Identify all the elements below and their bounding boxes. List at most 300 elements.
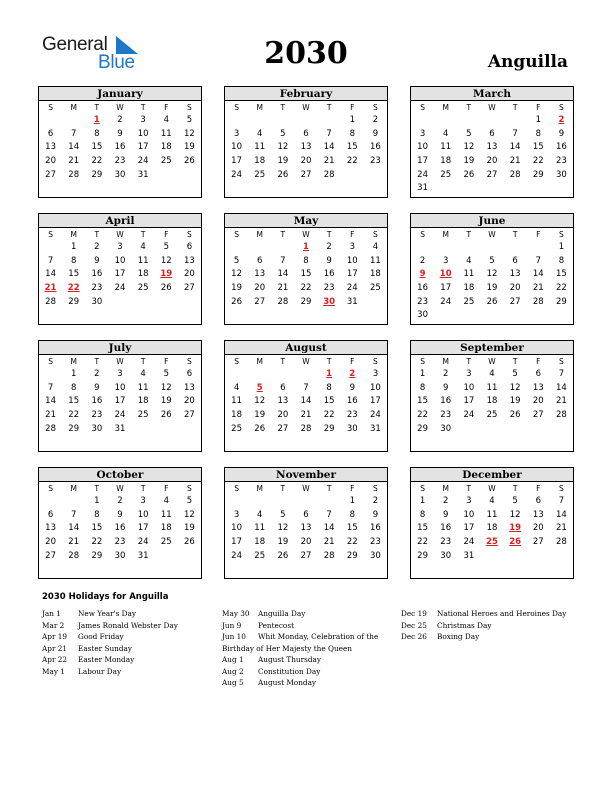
day: 27	[486, 169, 498, 180]
day: 3	[466, 496, 472, 506]
holiday-entry	[222, 608, 378, 620]
day: 15	[417, 523, 428, 534]
empty-day	[318, 114, 341, 128]
weekday-label: S	[420, 357, 425, 366]
weekday-header	[411, 228, 573, 241]
day: 10	[417, 142, 428, 153]
day: 11	[254, 523, 266, 534]
weekday-label: S	[187, 357, 192, 366]
weekday-label: W	[116, 230, 124, 239]
day: 30	[91, 296, 103, 307]
day: 28	[556, 410, 567, 421]
holiday-entry	[42, 631, 178, 643]
holidays-column	[401, 608, 566, 643]
day: 7	[558, 369, 565, 379]
weekday-label: T	[140, 357, 146, 366]
holiday-entry	[42, 643, 178, 655]
holiday-name-continued: Birthday of Her Majesty the Queen	[222, 643, 352, 653]
day: 21	[68, 156, 80, 167]
day: 1	[419, 496, 426, 506]
day: 27	[45, 550, 56, 561]
day: 26	[160, 283, 172, 294]
day: 4	[489, 369, 495, 379]
day: 14	[532, 269, 544, 280]
empty-day	[39, 114, 62, 128]
weekday-label: F	[536, 103, 541, 112]
empty-day	[480, 114, 503, 128]
holiday-entry	[222, 631, 378, 643]
day: 20	[509, 283, 521, 294]
day: 20	[277, 410, 289, 421]
month-title: June	[411, 214, 573, 228]
day: 31	[346, 296, 358, 307]
day: 18	[254, 156, 266, 167]
day: 23	[91, 410, 103, 421]
day: 10	[370, 382, 381, 393]
empty-day	[411, 114, 434, 128]
weekday-label: T	[140, 103, 146, 112]
day: 6	[512, 255, 518, 266]
weekday-label: S	[420, 103, 425, 112]
day: 22	[556, 283, 567, 294]
empty-day	[225, 368, 248, 382]
day: 16	[91, 269, 103, 280]
day: 21	[556, 396, 567, 407]
day: 9	[443, 382, 449, 393]
day: 16	[91, 396, 103, 407]
day: 15	[68, 396, 80, 407]
day: 22	[323, 410, 335, 421]
holiday-name: Christmas Day	[437, 620, 492, 630]
day: 27	[532, 537, 544, 548]
month-title: January	[39, 87, 201, 101]
weekday-label: M	[442, 103, 449, 112]
month-title: April	[39, 214, 201, 228]
day: 10	[231, 142, 242, 153]
day: 24	[114, 283, 126, 294]
day: 12	[160, 255, 172, 266]
empty-day	[271, 114, 294, 128]
day: 8	[71, 382, 77, 393]
day: 28	[277, 296, 289, 307]
weekday-label: T	[512, 484, 518, 493]
holiday-name: New Year's Day	[78, 609, 137, 618]
weekday-label: S	[234, 484, 239, 493]
day: 17	[463, 523, 475, 534]
day: 7	[47, 255, 54, 266]
day: 30	[114, 169, 126, 180]
day: 29	[300, 296, 312, 307]
day: 14	[323, 142, 335, 153]
day: 19	[463, 156, 475, 167]
day: 23	[91, 283, 103, 294]
weekday-label: T	[326, 230, 332, 239]
day: 27	[254, 296, 266, 307]
weekday-label: T	[280, 484, 286, 493]
weekday-label: S	[373, 484, 378, 493]
day: 12	[254, 396, 266, 407]
day: 17	[463, 396, 475, 407]
holidays-title: 2030 Holidays for Anguilla	[42, 592, 169, 602]
holiday-date: Dec 25	[401, 620, 427, 630]
day: 26	[463, 169, 475, 180]
weekday-label: T	[94, 484, 100, 493]
day: 25	[254, 169, 266, 180]
day: 15	[417, 396, 428, 407]
day: 28	[532, 296, 544, 307]
day: 6	[535, 369, 541, 379]
holiday-date: Aug 5	[222, 678, 244, 687]
day: 2	[326, 242, 332, 252]
day: 2	[117, 496, 123, 506]
day: 7	[326, 509, 332, 520]
day: 9	[349, 382, 355, 393]
day: 5	[489, 255, 495, 266]
day: 11	[463, 269, 475, 280]
empty-day	[248, 495, 271, 509]
logo-general-text: General	[42, 34, 108, 55]
day-grid	[39, 241, 201, 309]
day: 12	[486, 269, 498, 280]
day: 8	[303, 255, 309, 266]
day: 21	[509, 156, 521, 167]
month-april	[38, 213, 202, 325]
day: 18	[440, 156, 452, 167]
empty-day	[457, 241, 480, 255]
month-title: July	[39, 341, 201, 355]
holiday-entry	[401, 620, 566, 632]
empty-day	[39, 495, 62, 509]
empty-day	[225, 495, 248, 509]
day: 28	[68, 169, 80, 180]
day: 16	[440, 523, 452, 534]
day: 27	[45, 169, 56, 180]
weekday-header	[225, 228, 387, 241]
month-july	[38, 340, 202, 452]
day: 30	[417, 310, 428, 321]
day: 2	[419, 255, 426, 266]
day: 5	[512, 496, 518, 506]
day: 13	[486, 142, 498, 153]
empty-day	[480, 241, 503, 255]
weekday-label: T	[94, 230, 100, 239]
weekday-header	[39, 101, 201, 114]
day: 18	[137, 269, 149, 280]
day: 25	[463, 296, 475, 307]
day: 21	[68, 537, 80, 548]
day: 31	[137, 550, 149, 561]
day: 9	[117, 509, 123, 520]
empty-day	[318, 495, 341, 509]
holiday-name: Constitution Day	[258, 666, 321, 676]
month-september	[410, 340, 574, 452]
day: 21	[300, 410, 312, 421]
day: 19	[277, 156, 289, 167]
day: 12	[463, 142, 475, 153]
day: 22	[417, 410, 428, 421]
holiday-day: 25	[486, 537, 498, 548]
empty-day	[271, 368, 294, 382]
day: 14	[509, 142, 521, 153]
weekday-label: T	[466, 230, 472, 239]
empty-day	[294, 114, 317, 128]
day: 17	[346, 269, 358, 280]
day: 27	[300, 169, 312, 180]
day: 6	[303, 509, 309, 520]
day: 19	[231, 283, 242, 294]
day: 30	[370, 550, 381, 561]
day-grid	[411, 114, 573, 196]
day: 21	[45, 410, 56, 421]
day-grid	[225, 114, 387, 182]
weekday-label: S	[234, 230, 239, 239]
day-grid	[39, 114, 201, 182]
day: 24	[370, 410, 381, 421]
day: 19	[254, 410, 266, 421]
weekday-label: T	[326, 357, 332, 366]
day: 29	[68, 296, 80, 307]
weekday-label: M	[442, 230, 449, 239]
day: 16	[556, 142, 567, 153]
day: 23	[370, 156, 381, 167]
day: 14	[300, 396, 312, 407]
day: 31	[370, 423, 381, 434]
day: 5	[163, 369, 169, 379]
day: 24	[137, 537, 149, 548]
day: 4	[163, 115, 169, 125]
weekday-label: W	[302, 484, 310, 493]
day: 20	[254, 283, 266, 294]
weekday-label: F	[350, 357, 355, 366]
day: 21	[532, 283, 544, 294]
day: 4	[140, 369, 146, 379]
day: 5	[163, 242, 169, 252]
holiday-date: Apr 22	[42, 655, 68, 664]
holiday-entry	[222, 620, 378, 632]
weekday-label: F	[164, 230, 169, 239]
day: 29	[556, 296, 567, 307]
day: 18	[486, 396, 498, 407]
year-title: 2030	[264, 36, 348, 71]
day: 31	[137, 169, 149, 180]
day: 31	[114, 423, 126, 434]
day: 5	[186, 496, 193, 506]
day: 18	[370, 269, 381, 280]
day: 20	[45, 156, 56, 167]
weekday-label: T	[280, 230, 286, 239]
day: 7	[303, 382, 309, 393]
month-title: March	[411, 87, 573, 101]
day: 7	[47, 382, 54, 393]
weekday-label: T	[280, 103, 286, 112]
weekday-label: T	[466, 357, 472, 366]
day: 26	[231, 296, 242, 307]
day: 26	[184, 537, 195, 548]
day: 21	[556, 523, 567, 534]
day: 29	[68, 423, 80, 434]
day: 5	[280, 128, 286, 139]
day: 16	[440, 396, 452, 407]
day-grid	[225, 241, 387, 309]
day: 8	[558, 255, 565, 266]
day: 30	[346, 423, 358, 434]
month-december	[410, 467, 574, 579]
day-grid	[39, 495, 201, 563]
day: 10	[346, 255, 358, 266]
weekday-label: S	[559, 230, 564, 239]
day: 14	[556, 382, 567, 393]
day: 18	[160, 142, 172, 153]
holidays-column	[222, 608, 378, 689]
day: 7	[71, 509, 77, 520]
day: 28	[556, 537, 567, 548]
day: 25	[231, 423, 242, 434]
weekday-label: F	[164, 103, 169, 112]
day: 31	[417, 183, 428, 194]
holiday-date: Jun 9	[222, 620, 242, 630]
empty-day	[504, 114, 527, 128]
day: 27	[509, 296, 521, 307]
weekday-label: T	[466, 484, 472, 493]
empty-day	[504, 241, 527, 255]
day: 8	[349, 128, 355, 139]
day: 17	[137, 523, 149, 534]
day-grid	[411, 368, 573, 436]
day: 25	[137, 410, 149, 421]
day: 25	[440, 169, 452, 180]
day: 17	[137, 142, 149, 153]
empty-day	[434, 241, 457, 255]
day: 2	[443, 369, 449, 379]
day: 8	[535, 128, 541, 139]
day: 25	[137, 283, 149, 294]
weekday-header	[411, 482, 573, 495]
weekday-label: W	[302, 230, 310, 239]
holiday-date: May 30	[222, 609, 250, 618]
weekday-label: M	[70, 484, 77, 493]
day: 27	[277, 423, 289, 434]
day: 30	[114, 550, 126, 561]
day: 1	[419, 369, 426, 379]
day: 23	[370, 537, 381, 548]
weekday-label: T	[512, 103, 518, 112]
weekday-label: W	[488, 230, 496, 239]
holiday-name: National Heroes and Heroines Day	[437, 609, 567, 618]
day: 2	[94, 369, 100, 379]
day: 20	[45, 537, 56, 548]
weekday-label: S	[420, 484, 425, 493]
empty-day	[271, 241, 294, 255]
day: 5	[233, 255, 240, 266]
day: 30	[440, 550, 452, 561]
weekday-header	[411, 355, 573, 368]
day: 7	[535, 255, 541, 266]
day: 19	[184, 523, 195, 534]
day: 3	[443, 255, 449, 266]
day: 13	[532, 382, 544, 393]
day: 4	[466, 255, 472, 266]
holiday-date: Dec 26	[401, 632, 427, 641]
day: 23	[346, 410, 358, 421]
weekday-label: M	[256, 103, 263, 112]
day: 25	[160, 156, 172, 167]
day: 5	[466, 128, 472, 139]
day: 13	[277, 396, 289, 407]
day: 13	[532, 509, 544, 520]
day: 24	[346, 283, 358, 294]
day: 9	[94, 255, 100, 266]
month-title: September	[411, 341, 573, 355]
day: 24	[231, 550, 242, 561]
empty-day	[39, 368, 62, 382]
day: 28	[323, 550, 335, 561]
weekday-label: S	[234, 103, 239, 112]
day: 2	[117, 115, 123, 125]
month-october	[38, 467, 202, 579]
day: 22	[346, 156, 358, 167]
day: 31	[463, 550, 475, 561]
day: 3	[117, 242, 123, 252]
month-title: May	[225, 214, 387, 228]
holiday-day: 9	[419, 269, 426, 280]
day: 6	[257, 255, 263, 266]
day: 19	[277, 537, 289, 548]
day: 4	[257, 509, 263, 520]
day: 12	[160, 382, 172, 393]
weekday-label: S	[234, 357, 239, 366]
weekday-label: W	[116, 484, 124, 493]
weekday-label: M	[70, 103, 77, 112]
day: 20	[300, 156, 312, 167]
day: 14	[556, 509, 567, 520]
day: 26	[160, 410, 172, 421]
day: 29	[91, 550, 103, 561]
holiday-name: Whit Monday, Celebration of the	[258, 632, 379, 641]
weekday-header	[39, 228, 201, 241]
day: 20	[184, 396, 195, 407]
holiday-entry	[401, 631, 566, 643]
holidays-column	[42, 608, 178, 677]
holiday-entry	[222, 654, 378, 666]
day: 6	[186, 242, 193, 252]
day: 10	[463, 509, 475, 520]
weekday-label: W	[302, 357, 310, 366]
holiday-date: Aug 1	[222, 655, 244, 664]
holiday-entry	[42, 666, 178, 678]
day: 1	[94, 496, 100, 506]
day: 6	[47, 128, 54, 139]
day: 11	[486, 509, 498, 520]
empty-day	[527, 241, 550, 255]
day: 6	[280, 382, 286, 393]
day: 27	[184, 410, 195, 421]
day: 18	[486, 523, 498, 534]
weekday-label: S	[559, 357, 564, 366]
day: 26	[184, 156, 195, 167]
weekday-label: T	[140, 230, 146, 239]
holiday-day: 30	[323, 296, 336, 307]
day: 12	[231, 269, 242, 280]
month-title: October	[39, 468, 201, 482]
day: 14	[45, 269, 56, 280]
day: 23	[114, 537, 126, 548]
empty-day	[457, 114, 480, 128]
weekday-label: M	[256, 357, 263, 366]
day: 16	[114, 142, 126, 153]
day: 3	[372, 369, 379, 379]
holiday-name: Pentecost	[258, 620, 295, 630]
day: 6	[47, 509, 54, 520]
